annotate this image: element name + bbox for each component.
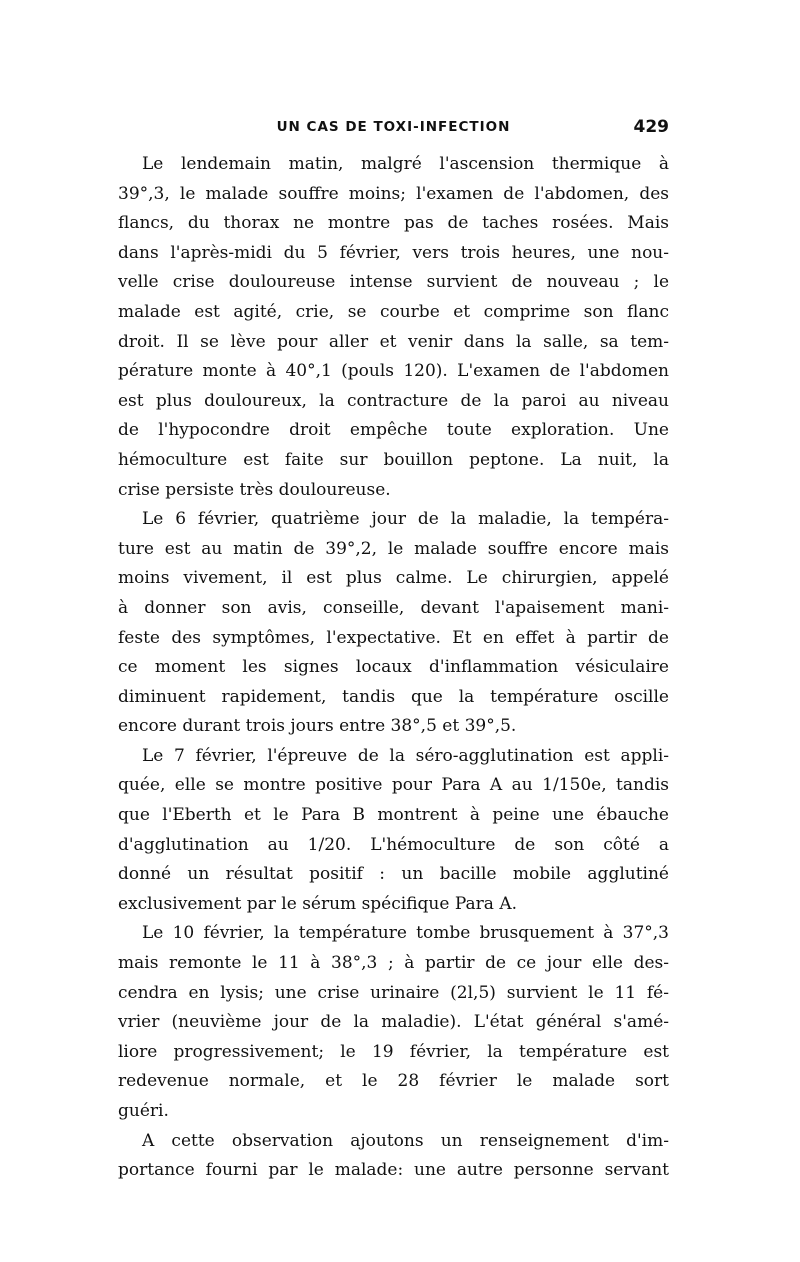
text-line: redevenue normale, et le 28 février le malade sort bbox=[118, 1071, 669, 1092]
text-line: de l'hypocondre droit empêche toute exploration. Une bbox=[118, 420, 669, 441]
running-title: UN CAS DE TOXI-INFECTION bbox=[276, 119, 511, 135]
text-line: d'agglutination au 1/20. L'hémoculture de son côté a bbox=[118, 834, 669, 855]
text-line: exclusivement par le sérum spécifique Para A. bbox=[118, 893, 517, 914]
text-line: pérature monte à 40°,1 (pouls 120). L'examen de l'abdomen bbox=[118, 361, 669, 382]
text-line: vrier (neuvième jour de la maladie). L'état général s'amé- bbox=[118, 1012, 669, 1033]
text-line: encore durant trois jours entre 38°,5 et 39°,5. bbox=[118, 716, 517, 737]
text-line: guéri. bbox=[118, 1101, 169, 1121]
text-line: portance fourni par le malade: une autre personne servant bbox=[118, 1160, 669, 1181]
running-header bbox=[118, 116, 669, 138]
text-line: 39°,3, le malade souffre moins; l'examen de l'abdomen, des bbox=[118, 183, 669, 204]
text-line: flancs, du thorax ne montre pas de taches rosées. Mais bbox=[118, 213, 669, 234]
text-line: moins vivement, il est plus calme. Le chirurgien, appelé bbox=[118, 568, 669, 589]
text-line: que l'Eberth et le Para B montrent à peine une ébauche bbox=[118, 805, 669, 826]
text-line: quée, elle se montre positive pour Para A au 1/150e, tandis bbox=[118, 775, 669, 796]
text-line: hémoculture est faite sur bouillon peptone. La nuit, la bbox=[118, 449, 669, 470]
text-line: ce moment les signes locaux d'inflammation vésiculaire bbox=[118, 657, 669, 678]
text-line: droit. Il se lève pour aller et venir dans la salle, sa tem- bbox=[118, 331, 669, 352]
text-line: donné un résultat positif : un bacille mobile agglutiné bbox=[118, 864, 669, 885]
text-line: Le 10 février, la température tombe brusquement à 37°,3 bbox=[142, 923, 669, 944]
paragraph bbox=[118, 505, 669, 742]
text-line: Le 7 février, l'épreuve de la séro-agglutination est appli- bbox=[142, 745, 669, 766]
text-line: crise persiste très douloureuse. bbox=[118, 479, 391, 500]
text-line: malade est agité, crie, se courbe et comprime son flanc bbox=[118, 301, 669, 322]
text-line: dans l'après-midi du 5 février, vers trois heures, une nou- bbox=[118, 242, 669, 263]
page-number: 429 bbox=[633, 117, 669, 137]
text-line: cendra en lysis; une crise urinaire (2l,5) survient le 11 fé- bbox=[118, 982, 669, 1003]
text-line: velle crise douloureuse intense survient de nouveau ; le bbox=[118, 272, 669, 293]
text-line: diminuent rapidement, tandis que la température oscille bbox=[118, 686, 669, 707]
text-line: mais remonte le 11 à 38°,3 ; à partir de ce jour elle des- bbox=[118, 953, 669, 974]
text-line: est plus douloureux, la contracture de la paroi au niveau bbox=[118, 390, 669, 411]
text-line: A cette observation ajoutons un renseignement d'im- bbox=[142, 1130, 669, 1151]
text-line: feste des symptômes, l'expectative. Et en effet à partir de bbox=[118, 627, 669, 648]
paragraph bbox=[118, 742, 669, 920]
text-line: liore progressivement; le 19 février, la température est bbox=[118, 1041, 669, 1062]
text-line: ture est au matin de 39°,2, le malade souffre encore mais bbox=[118, 538, 669, 559]
text-line: à donner son avis, conseille, devant l'apaisement mani- bbox=[118, 597, 669, 618]
paragraph bbox=[118, 1127, 669, 1186]
paragraph bbox=[118, 919, 669, 1126]
paragraph bbox=[118, 150, 669, 505]
text-line: Le lendemain matin, malgré l'ascension thermique à bbox=[142, 154, 669, 174]
body-text bbox=[118, 150, 669, 1186]
text-line: Le 6 février, quatrième jour de la maladie, la tempéra- bbox=[142, 509, 669, 530]
